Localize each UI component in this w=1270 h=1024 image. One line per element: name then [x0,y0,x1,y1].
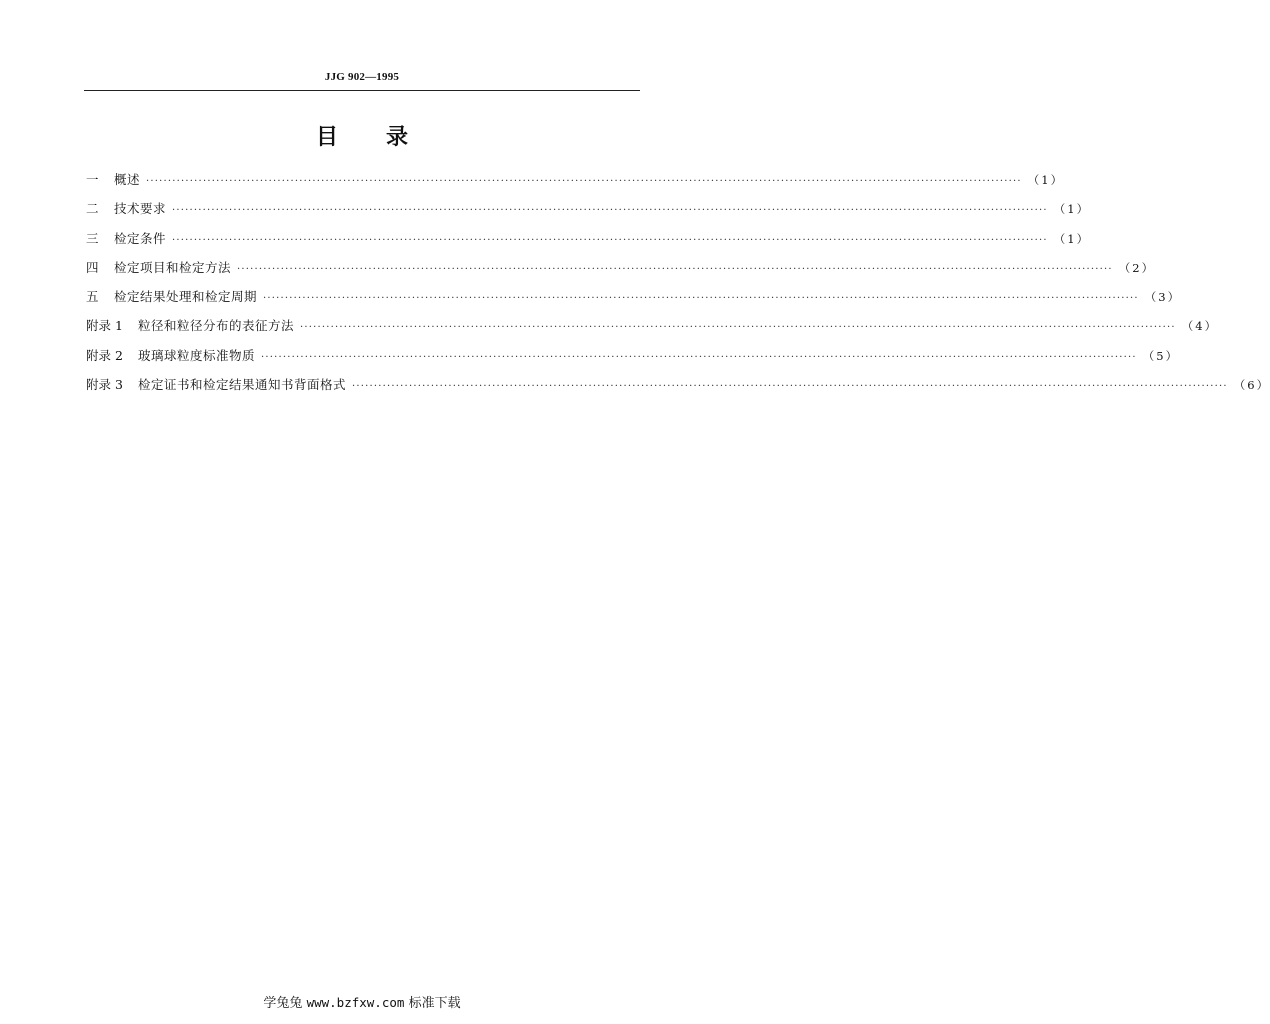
toc-entry-number: 五 [86,289,99,305]
toc-entry-number: 附录 2 [86,347,123,363]
toc-entry[interactable] [86,287,1182,316]
toc-entry[interactable] [86,346,1180,375]
footer-url[interactable]: www.bzfxw.com [306,995,405,1010]
toc-entry-page: （2） [1118,260,1156,275]
toc-entry-page: （1） [1027,173,1065,187]
toc-dot-leader: ········································································································································································································ [352,381,1228,393]
toc-entry[interactable] [86,170,1065,199]
toc-entry-number: 三 [86,230,99,246]
toc-entry-number: 一 [86,172,99,187]
header-divider [84,90,640,91]
footer [0,992,724,1011]
toc-entry-number: 四 [86,259,99,275]
toc-entry-title: 粒径和粒径分布的表征方法 [138,318,295,334]
footer-suffix: 标准下载 [408,996,461,1011]
page-title [0,120,724,151]
toc-dot-leader: ········································································································································································································ [261,351,1137,363]
toc-entry[interactable] [86,258,1156,287]
toc-dot-leader: ········································································································································································································ [263,293,1139,305]
page-title-part2: 录 [386,125,409,150]
toc-entry[interactable] [86,229,1091,258]
toc-entry-title: 检定条件 [114,230,167,246]
toc-entry-title: 玻璃球粒度标准物质 [138,347,256,363]
page-title-part1: 目 [315,125,338,150]
toc-dot-leader: ········································································································································································································ [172,234,1048,246]
toc-dot-leader: ········································································································································································································ [146,176,1022,187]
toc-entry[interactable] [86,316,1219,345]
toc-entry-number: 附录 3 [86,377,123,393]
toc-entry-title: 检定项目和检定方法 [114,259,232,275]
toc-entry[interactable] [86,199,1091,228]
footer-brand: 学兔兔 [263,996,303,1011]
toc-entry-title: 概述 [114,172,141,187]
toc-entry-page: （6） [1233,378,1270,393]
toc-entry-page: （1） [1053,202,1091,217]
table-of-contents [86,170,1270,404]
toc-entry-page: （1） [1053,231,1091,246]
toc-entry-number: 附录 1 [86,318,123,334]
toc-dot-leader: ········································································································································································································ [300,322,1176,334]
toc-dot-leader: ········································································································································································································ [237,263,1113,275]
toc-entry-title: 检定结果处理和检定周期 [114,289,258,305]
toc-entry-title: 检定证书和检定结果通知书背面格式 [138,377,347,393]
toc-entry-number: 二 [86,201,99,217]
toc-entry-page: （3） [1144,290,1182,305]
toc-entry-title: 技术要求 [114,201,167,217]
document-code: JJG 902—1995 [324,71,400,83]
toc-entry-page: （5） [1142,348,1180,363]
toc-entry[interactable] [86,375,1270,404]
toc-dot-leader: ········································································································································································································ [172,205,1048,217]
toc-entry-page: （4） [1181,319,1219,334]
